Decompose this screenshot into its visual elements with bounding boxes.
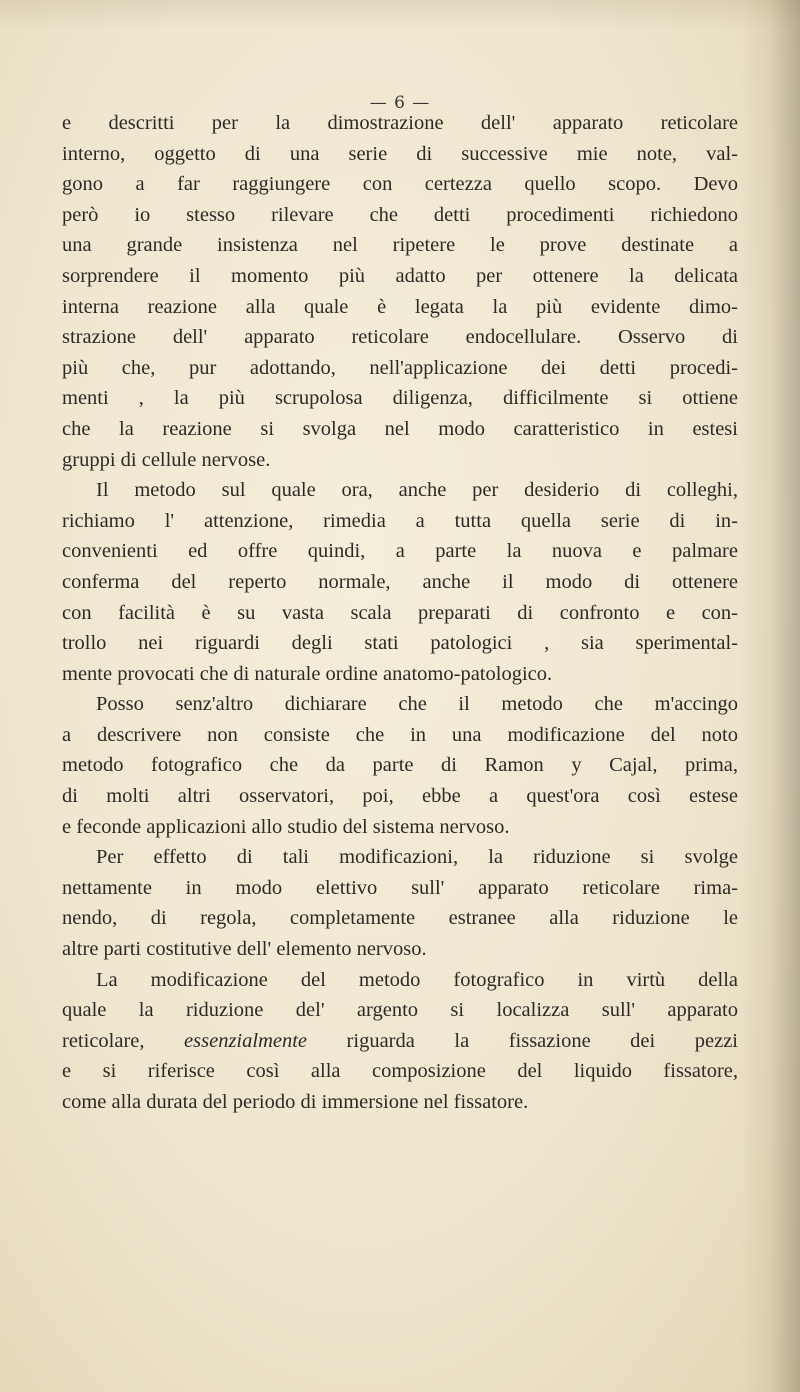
text-line: Per effetto di tali modificazioni, la riduzione si svolge bbox=[96, 846, 738, 869]
text-line: nettamente in modo elettivo sull' apparato reticolare rima- bbox=[62, 876, 738, 899]
paragraph-1 bbox=[62, 108, 738, 475]
text-line: interno, oggetto di una serie di successive mie note, val- bbox=[62, 142, 738, 165]
right-edge-shadow bbox=[740, 0, 800, 1392]
text-line: La modificazione del metodo fotografico in virtù della bbox=[96, 968, 738, 991]
text-line: nendo, di regola, completamente estranee alla riduzione le bbox=[62, 907, 738, 930]
text-line: però io stesso rilevare che detti procedimenti richiedono bbox=[62, 203, 738, 226]
text-fragment: riguarda la fissazione dei pezzi bbox=[307, 1029, 738, 1052]
text-line: metodo fotografico che da parte di Ramon y Cajal, prima, bbox=[62, 754, 738, 777]
text-line: più che, pur adottando, nell'applicazione dei detti procedi- bbox=[62, 356, 738, 379]
text-line: e si riferisce così alla composizione del liquido fissatore, bbox=[62, 1060, 738, 1083]
paragraph-4 bbox=[62, 842, 738, 964]
text-line: menti , la più scrupolosa diligenza, difficilmente si ottiene bbox=[62, 387, 738, 410]
top-edge-shadow bbox=[0, 0, 800, 30]
paragraph-5 bbox=[62, 965, 738, 1118]
italic-word: essenzialmente bbox=[184, 1029, 308, 1052]
text-line: quale la riduzione del' argento si localizza sull' apparato bbox=[62, 999, 738, 1022]
text-line: di molti altri osservatori, poi, ebbe a quest'ora così estese bbox=[62, 785, 738, 808]
text-line: interna reazione alla quale è legata la più evidente dimo- bbox=[62, 295, 738, 318]
text-line-with-italic bbox=[62, 1026, 738, 1057]
text-line: sorprendere il momento più adatto per ottenere la delicata bbox=[62, 264, 738, 287]
text-line: che la reazione si svolga nel modo caratteristico in estesi bbox=[62, 417, 738, 440]
text-line: a descrivere non consiste che in una modificazione del noto bbox=[62, 723, 738, 746]
text-line: e descritti per la dimostrazione dell' apparato reticolare bbox=[62, 112, 738, 134]
text-fragment: reticolare, bbox=[62, 1029, 185, 1052]
text-line: con facilità è su vasta scala preparati di confronto e con- bbox=[62, 601, 738, 624]
text-line: mente provocati che di naturale ordine anatomo-patologico. bbox=[62, 662, 553, 685]
text-line: richiamo l' attenzione, rimedia a tutta quella serie di in- bbox=[62, 509, 738, 532]
text-line: una grande insistenza nel ripetere le prove destinate a bbox=[62, 234, 738, 257]
text-line: convenienti ed offre quindi, a parte la nuova e palmare bbox=[62, 540, 738, 563]
paragraph-2 bbox=[62, 475, 738, 689]
text-line: Posso senz'altro dichiarare che il metodo che m'accingo bbox=[96, 693, 738, 716]
paragraph-3 bbox=[62, 689, 738, 842]
page-number: — 6 — bbox=[369, 93, 431, 113]
text-line: strazione dell' apparato reticolare endocellulare. Osservo di bbox=[62, 326, 738, 349]
body-text bbox=[62, 108, 738, 1118]
text-line: gono a far raggiungere con certezza quello scopo. Devo bbox=[62, 173, 738, 196]
text-line: gruppi di cellule nervose. bbox=[62, 448, 271, 471]
text-line: trollo nei riguardi degli stati patologici , sia sperimental- bbox=[62, 632, 738, 655]
text-line: Il metodo sul quale ora, anche per desiderio di colleghi, bbox=[96, 479, 738, 502]
text-line: come alla durata del periodo di immersione nel fissatore. bbox=[62, 1091, 529, 1113]
text-line: conferma del reperto normale, anche il modo di ottenere bbox=[62, 570, 738, 593]
text-line: altre parti costitutive dell' elemento nervoso. bbox=[62, 938, 427, 961]
text-line: e feconde applicazioni allo studio del sistema nervoso. bbox=[62, 815, 510, 838]
